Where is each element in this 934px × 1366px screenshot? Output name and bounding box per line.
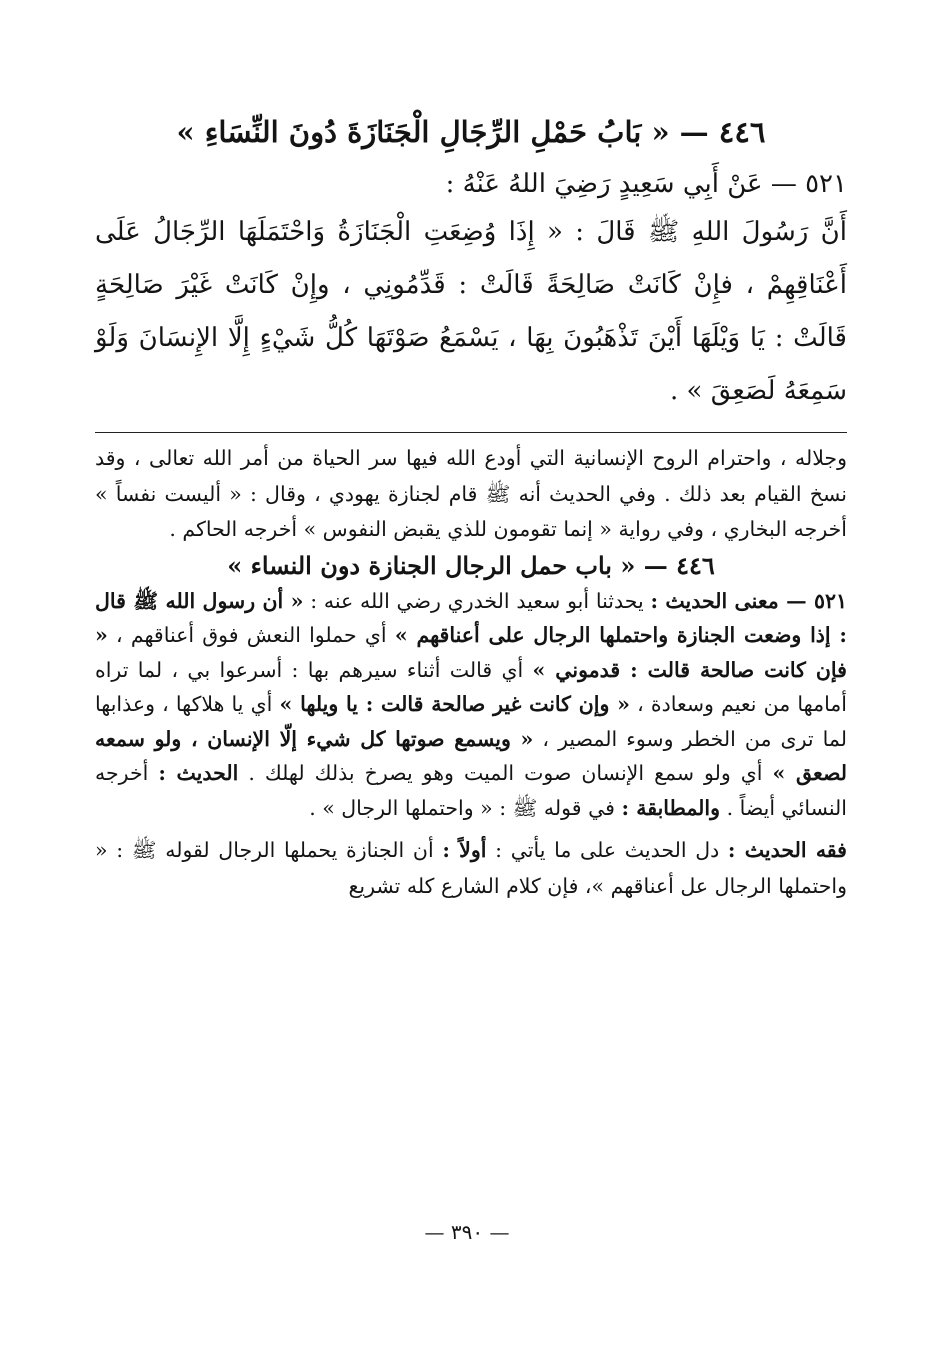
hadith-text: أَنَّ رَسُولَ اللهِ ﷺ قَالَ : « إِذَا وُضِعَتِ الْجَنَازَةُ وَاحْتَمَلَهَا الرِّجَالُ عَلَى أَعْنَاقِهِمْ ، فإِنْ كَانَتْ صَالِحَةً قَالَتْ : قَدِّمُونِي ، وإِنْ كَانَتْ غَيْرَ صَالِحَةٍ قَالَتْ : يَا وَيْلَهَا أَيْنَ تَذْهَبُونَ بِهَا ، يَسْمَعُ صَوْتَهَا كُلُّ شَيْءٍ إِلَّا الإِنسَانَ وَلَوْ سَمِعَهُ لَصَعِقَ » . xyxy=(95,217,847,406)
quote-3: « وإن كانت غير صالحة قالت : يا ويلها » xyxy=(279,692,630,716)
takhrij-label: الحديث : xyxy=(158,761,239,785)
explanation-4: أي ولو سمع الإنسان صوت الميت وهو يصرخ بذلك لهلك . xyxy=(248,761,763,785)
commentary-title: ٤٤٦ — « باب حمل الرجال الجنازة دون النساء » xyxy=(227,550,715,580)
page-number: — ٣٩٠ — xyxy=(424,1220,510,1244)
footnote-divider xyxy=(95,432,847,433)
fiqh-first-label: أولاً : xyxy=(442,838,487,862)
meaning-intro: يحدثنا أبو سعيد الخدري رضي الله عنه : xyxy=(310,588,644,613)
explanation-3: أي يا هلاكها ، وعذابها لما ترى من الخطر وسوء المصير ، xyxy=(95,692,847,751)
hadith-number-line: ٥٢١ — عَنْ أَبِي سَعِيدٍ رَضِيَ اللهُ عَنْهُ : xyxy=(445,169,847,199)
mutabaqa-text: في قوله ﷺ : « واحتملها الرجال » . xyxy=(309,795,615,820)
fiqh-intro: دل الحديث على ما يأتي : xyxy=(495,838,720,862)
chapter-title: ٤٤٦ — « بَابُ حَمْلِ الرِّجَالِ الْجَنَازَةَ دُونَ النِّسَاءِ » xyxy=(176,115,766,149)
quote-2: « فإن كانت صالحة قالت : قدموني » xyxy=(95,623,847,682)
commentary-meaning xyxy=(95,584,847,826)
fiqh-first-text: أن الجنازة يحملها الرجال لقوله ﷺ : « واحتملها الرجال عل أعناقهم »، فإن كلام الشارع كله تشريع xyxy=(95,838,847,898)
explanation-2: أي قالت أثناء سيرهم بها : أسرعوا بي ، لما تراه أمامها من نعيم وسعادة ، xyxy=(95,657,847,716)
mutabaqa-label: والمطابقة : xyxy=(621,795,721,820)
quote-4: « ويسمع صوتها كل شيء إلّا الإنسان ، ولو سمعه لصعق » xyxy=(95,726,847,785)
fiqh-section xyxy=(95,833,847,904)
explanation-1: أي حملوا النعش فوق أعناقهم ، xyxy=(116,623,387,647)
takhrij-text: أخرجه النسائي أيضاً . xyxy=(95,761,847,820)
previous-commentary: وجلاله ، واحترام الروح الإنسانية التي أودع الله فيها سر الحياة من أمر الله تعالى ، وقد نسخ القيام بعد ذلك . وفي الحديث أنه ﷺ قام لجنازة يهودي ، وقال : « أليست نفساً » أخرجه البخاري ، وفي رواية « إنما تقومون للذي يقبض النفوس » أخرجه الحاكم . xyxy=(95,446,847,541)
page-content xyxy=(95,108,847,904)
meaning-label: ٥٢١ — معنى الحديث : xyxy=(650,588,847,613)
fiqh-label: فقه الحديث : xyxy=(727,838,847,862)
quote-1: « أن رسول الله ﷺ قال : إذا وضعت الجنازة واحتملها الرجال على أعناقهم » xyxy=(95,588,847,647)
